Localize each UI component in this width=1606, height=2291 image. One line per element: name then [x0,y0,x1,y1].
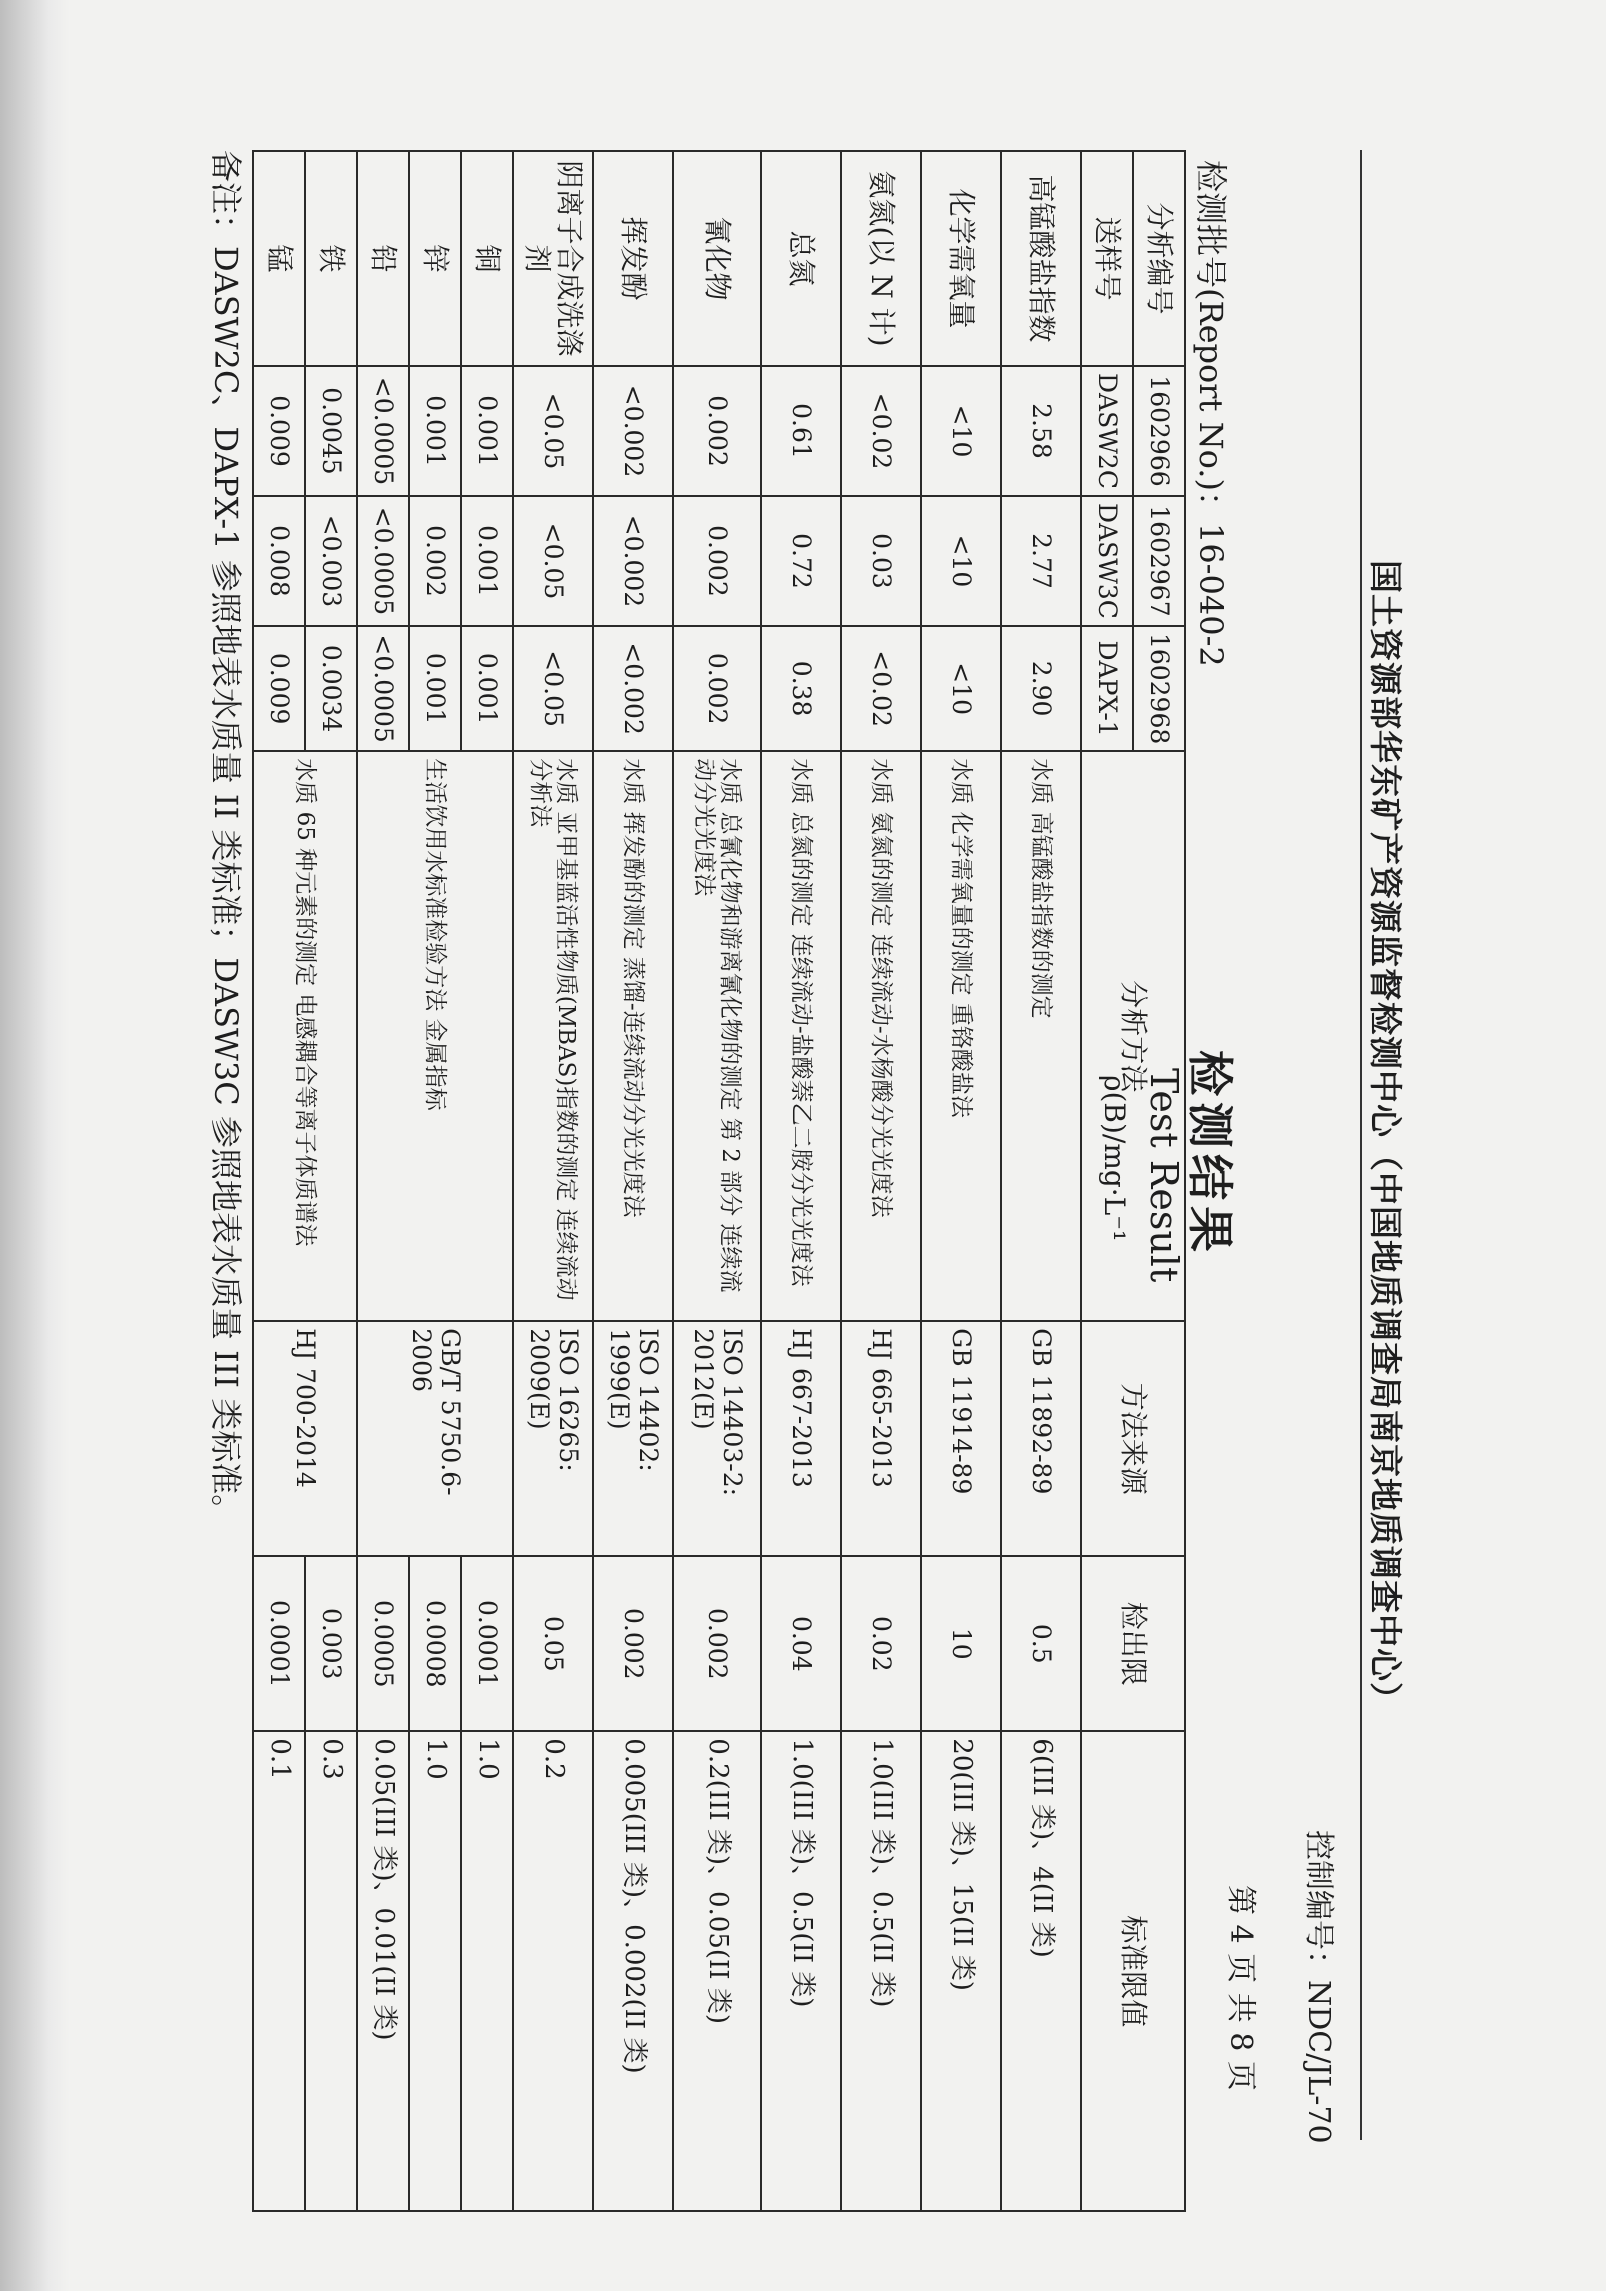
table-row [761,151,841,2211]
detection-limit-cell: 0.5 [1001,1556,1081,1731]
value-1: <0.05 [513,366,593,496]
detection-limit-cell: 0.0008 [409,1556,461,1731]
value-1: <0.02 [841,366,921,496]
header-detection-limit: 检出限 [1081,1556,1185,1731]
control-number: 控制编号：NDC/JL-70 [1301,1830,1336,2144]
header-sample-no: 送样号 [1081,151,1133,366]
item-name: 化学需氧量 [921,151,1001,366]
standard-cell: 0.005(III 类)、0.002(II 类) [593,1731,673,2211]
standard-cell: 1.0(III 类)、0.5(II 类) [841,1731,921,2211]
report-number: 检测批号(Report No.)：16-040-2 [1192,160,1230,667]
item-name: 总氮 [761,151,841,366]
table-row [841,151,921,2211]
item-name: 铜 [461,151,513,366]
detection-limit-cell: 0.003 [305,1556,357,1731]
value-1: <0.0005 [357,366,409,496]
detection-limit-cell: 10 [921,1556,1001,1731]
value-3: <0.05 [513,626,593,751]
value-2: <0.002 [593,496,673,626]
page-subtitle: Test Result [1142,1068,1186,1283]
value-3: <10 [921,626,1001,751]
table-row [673,151,761,2211]
value-1: 0.001 [409,366,461,496]
standard-cell: 1.0 [461,1731,513,2211]
value-3: <0.0005 [357,626,409,751]
item-name: 锌 [409,151,461,366]
method-cell: 水质 总氮的测定 连续流动-盐酸萘乙二胺分光光度法 [761,751,841,1321]
results-table [252,150,1186,2212]
analysis-no-2: 1602967 [1133,496,1185,626]
item-name: 氨氮(以 N 计) [841,151,921,366]
remark-note: 备注：DASW2C、DAPX-1 参照地表水质量 II 类标准；DASW3C 参照地表水质量 III 类标准。 [207,150,245,1527]
value-3: 0.002 [673,626,761,751]
value-2: <10 [921,496,1001,626]
value-2: 0.002 [673,496,761,626]
header-rule [1360,150,1362,2140]
metal-method-1: 生活饮用水标准检验方法 金属指标 [357,751,513,1321]
method-cell: 水质 化学需氧量的测定 重铬酸盐法 [921,751,1001,1321]
value-2: <0.05 [513,496,593,626]
organization-header: 国土资源部华东矿产资源监督检测中心（中国地质调查局南京地质调查中心） [1366,560,1405,1716]
sample-no-1: DASW2C [1081,366,1133,496]
table-row [305,151,357,2211]
header-method: 分析方法 [1081,751,1185,1321]
detection-limit-cell: 0.05 [513,1556,593,1731]
method-cell: 水质 总氰化物和游离氰化物的测定 第 2 部分 连续流动分光光度法 [673,751,761,1321]
source-cell: ISO 14403-2: 2012(E) [673,1321,761,1556]
item-name: 阴离子合成洗涤剂 [513,151,593,366]
metal-method-2: 水质 65 种元素的测定 电感耦合等离子体质谱法 [253,751,357,1321]
item-name: 锰 [253,151,305,366]
analysis-no-3: 1602968 [1133,626,1185,751]
value-1: <0.002 [593,366,673,496]
unit-label: ρ(B)/mg·L⁻¹ [1098,1075,1131,1242]
method-cell: 水质 高锰酸盐指数的测定 [1001,751,1081,1321]
standard-cell: 20(III 类)、15(II 类) [921,1731,1001,2211]
value-3: 2.90 [1001,626,1081,751]
page-title: 检测结果 [1183,1050,1237,1258]
method-cell: 水质 氨氮的测定 连续流动-水杨酸分光光度法 [841,751,921,1321]
table-row [921,151,1001,2211]
standard-cell: 1.0(III 类)、0.5(II 类) [761,1731,841,2211]
item-name: 挥发酚 [593,151,673,366]
standard-cell: 0.3 [305,1731,357,2211]
value-3: 0.001 [409,626,461,751]
value-1: 0.009 [253,366,305,496]
source-cell: ISO 14402: 1999(E) [593,1321,673,1556]
standard-cell: 1.0 [409,1731,461,2211]
sample-no-3: DAPX-1 [1081,626,1133,751]
value-1: 0.61 [761,366,841,496]
metal-source-2: HJ 700-2014 [253,1321,357,1556]
value-3: 0.001 [461,626,513,751]
source-cell: ISO 16265: 2009(E) [513,1321,593,1556]
detection-limit-cell: 0.002 [593,1556,673,1731]
standard-cell: 0.2(III 类)、0.05(II 类) [673,1731,761,2211]
table-row [461,151,513,2211]
header-analysis-no: 分析编号 [1133,151,1185,366]
header-source: 方法来源 [1081,1321,1185,1556]
source-cell: GB 11892-89 [1001,1321,1081,1556]
value-2: 2.77 [1001,496,1081,626]
item-name: 高锰酸盐指数 [1001,151,1081,366]
source-cell: GB 11914-89 [921,1321,1001,1556]
table-row [1001,151,1081,2211]
detection-limit-cell: 0.002 [673,1556,761,1731]
page-info: 第 4 页 共 8 页 [1223,1885,1258,2091]
value-3: <0.002 [593,626,673,751]
sample-no-2: DASW3C [1081,496,1133,626]
value-2: 0.72 [761,496,841,626]
value-1: 0.002 [673,366,761,496]
standard-cell: 0.05(III 类)、0.01(II 类) [357,1731,409,2211]
method-cell: 水质 亚甲基蓝活性物质(MBAS)指数的测定 连续流动分析法 [513,751,593,1321]
value-1: <10 [921,366,1001,496]
value-3: <0.02 [841,626,921,751]
table-row [1133,151,1185,2211]
value-2: <0.0005 [357,496,409,626]
standard-cell: 0.1 [253,1731,305,2211]
header-standard-limit: 标准限值 [1081,1731,1185,2211]
value-2: 0.001 [461,496,513,626]
value-1: 0.001 [461,366,513,496]
metal-source-1: GB/T 5750.6-2006 [357,1321,513,1556]
value-2: 0.03 [841,496,921,626]
value-2: <0.003 [305,496,357,626]
value-1: 2.58 [1001,366,1081,496]
table-row [513,151,593,2211]
item-name: 铁 [305,151,357,366]
analysis-no-1: 1602966 [1133,366,1185,496]
value-2: 0.008 [253,496,305,626]
detection-limit-cell: 0.0005 [357,1556,409,1731]
standard-cell: 0.2 [513,1731,593,2211]
detection-limit-cell: 0.04 [761,1556,841,1731]
detection-limit-cell: 0.0001 [461,1556,513,1731]
value-3: 0.009 [253,626,305,751]
standard-cell: 6(III 类)、4(II 类) [1001,1731,1081,2211]
source-cell: HJ 667-2013 [761,1321,841,1556]
value-3: 0.0034 [305,626,357,751]
value-1: 0.0045 [305,366,357,496]
value-3: 0.38 [761,626,841,751]
detection-limit-cell: 0.0001 [253,1556,305,1731]
table-row [593,151,673,2211]
item-name: 铅 [357,151,409,366]
method-cell: 水质 挥发酚的测定 蒸馏-连续流动分光光度法 [593,751,673,1321]
source-cell: HJ 665-2013 [841,1321,921,1556]
detection-limit-cell: 0.02 [841,1556,921,1731]
value-2: 0.002 [409,496,461,626]
item-name: 氰化物 [673,151,761,366]
